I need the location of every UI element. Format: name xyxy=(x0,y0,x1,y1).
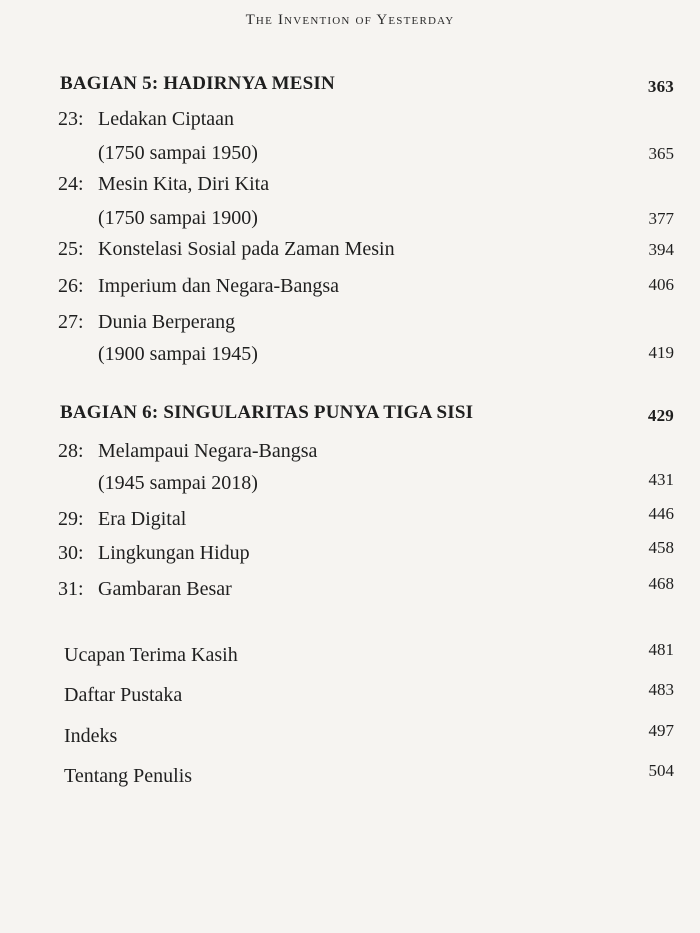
toc-entry-27 xyxy=(58,311,674,365)
toc-entry-23 xyxy=(58,108,674,164)
toc-entry-29 xyxy=(58,504,674,531)
chapter-page: 365 xyxy=(648,144,674,163)
chapter-page: 446 xyxy=(648,504,674,523)
chapter-number: 24: xyxy=(58,173,84,195)
chapter-page: 468 xyxy=(648,574,674,593)
chapter-subtitle: (1945 sampai 2018) xyxy=(98,472,258,494)
chapter-subtitle: (1900 sampai 1945) xyxy=(98,343,258,365)
chapter-number: 30: xyxy=(58,542,84,564)
back-matter-title: Ucapan Terima Kasih xyxy=(64,644,238,666)
chapter-title: Konstelasi Sosial pada Zaman Mesin xyxy=(98,238,395,260)
running-head: The Invention of Yesterday xyxy=(245,12,455,28)
chapter-title: Ledakan Ciptaan xyxy=(98,108,235,130)
chapter-number: 25: xyxy=(58,238,84,260)
chapter-number: 27: xyxy=(58,311,84,333)
chapter-number: 31: xyxy=(58,578,84,600)
chapter-page: 394 xyxy=(648,240,674,259)
toc-entry-24 xyxy=(58,173,674,229)
chapter-title: Era Digital xyxy=(98,508,187,530)
toc-entry-28 xyxy=(58,440,674,494)
toc-entry-25 xyxy=(58,238,674,261)
chapter-title: Lingkungan Hidup xyxy=(98,542,250,564)
chapter-page: 419 xyxy=(648,343,674,362)
part-page: 363 xyxy=(647,77,674,96)
toc-entry-31 xyxy=(58,574,674,601)
toc-back-matter-3 xyxy=(64,721,674,748)
chapter-page: 431 xyxy=(648,470,674,489)
back-matter-title: Daftar Pustaka xyxy=(64,684,183,706)
toc-back-matter-4 xyxy=(64,761,674,788)
chapter-title: Mesin Kita, Diri Kita xyxy=(98,173,270,195)
back-matter-page: 481 xyxy=(648,640,674,659)
chapter-title: Melampaui Negara-Bangsa xyxy=(98,440,318,462)
chapter-title: Gambaran Besar xyxy=(98,578,232,600)
chapter-number: 23: xyxy=(58,108,84,130)
back-matter-page: 497 xyxy=(648,721,674,740)
chapter-title: Imperium dan Negara-Bangsa xyxy=(98,275,340,297)
back-matter-title: Indeks xyxy=(64,725,118,747)
part-page: 429 xyxy=(647,406,674,425)
toc-back-matter-2 xyxy=(64,680,674,707)
part-title: BAGIAN 5: HADIRNYA MESIN xyxy=(60,73,335,94)
chapter-number: 29: xyxy=(58,508,84,530)
chapter-subtitle: (1750 sampai 1950) xyxy=(98,142,258,164)
chapter-title: Dunia Berperang xyxy=(98,311,236,333)
part-heading-5 xyxy=(60,73,674,95)
chapter-page: 458 xyxy=(648,538,674,557)
back-matter-title: Tentang Penulis xyxy=(64,765,193,787)
chapter-page: 377 xyxy=(648,209,674,228)
chapter-subtitle: (1750 sampai 1900) xyxy=(98,207,258,229)
toc-back-matter-1 xyxy=(64,640,674,667)
toc-entry-26 xyxy=(58,275,674,298)
chapter-page: 406 xyxy=(648,275,674,294)
part-heading-6 xyxy=(60,402,674,424)
part-title: BAGIAN 6: SINGULARITAS PUNYA TIGA SISI xyxy=(60,402,474,423)
back-matter-page: 483 xyxy=(648,680,674,699)
toc-entry-30 xyxy=(58,538,674,565)
chapter-number: 28: xyxy=(58,440,84,462)
back-matter-page: 504 xyxy=(648,761,674,780)
chapter-number: 26: xyxy=(58,275,84,297)
